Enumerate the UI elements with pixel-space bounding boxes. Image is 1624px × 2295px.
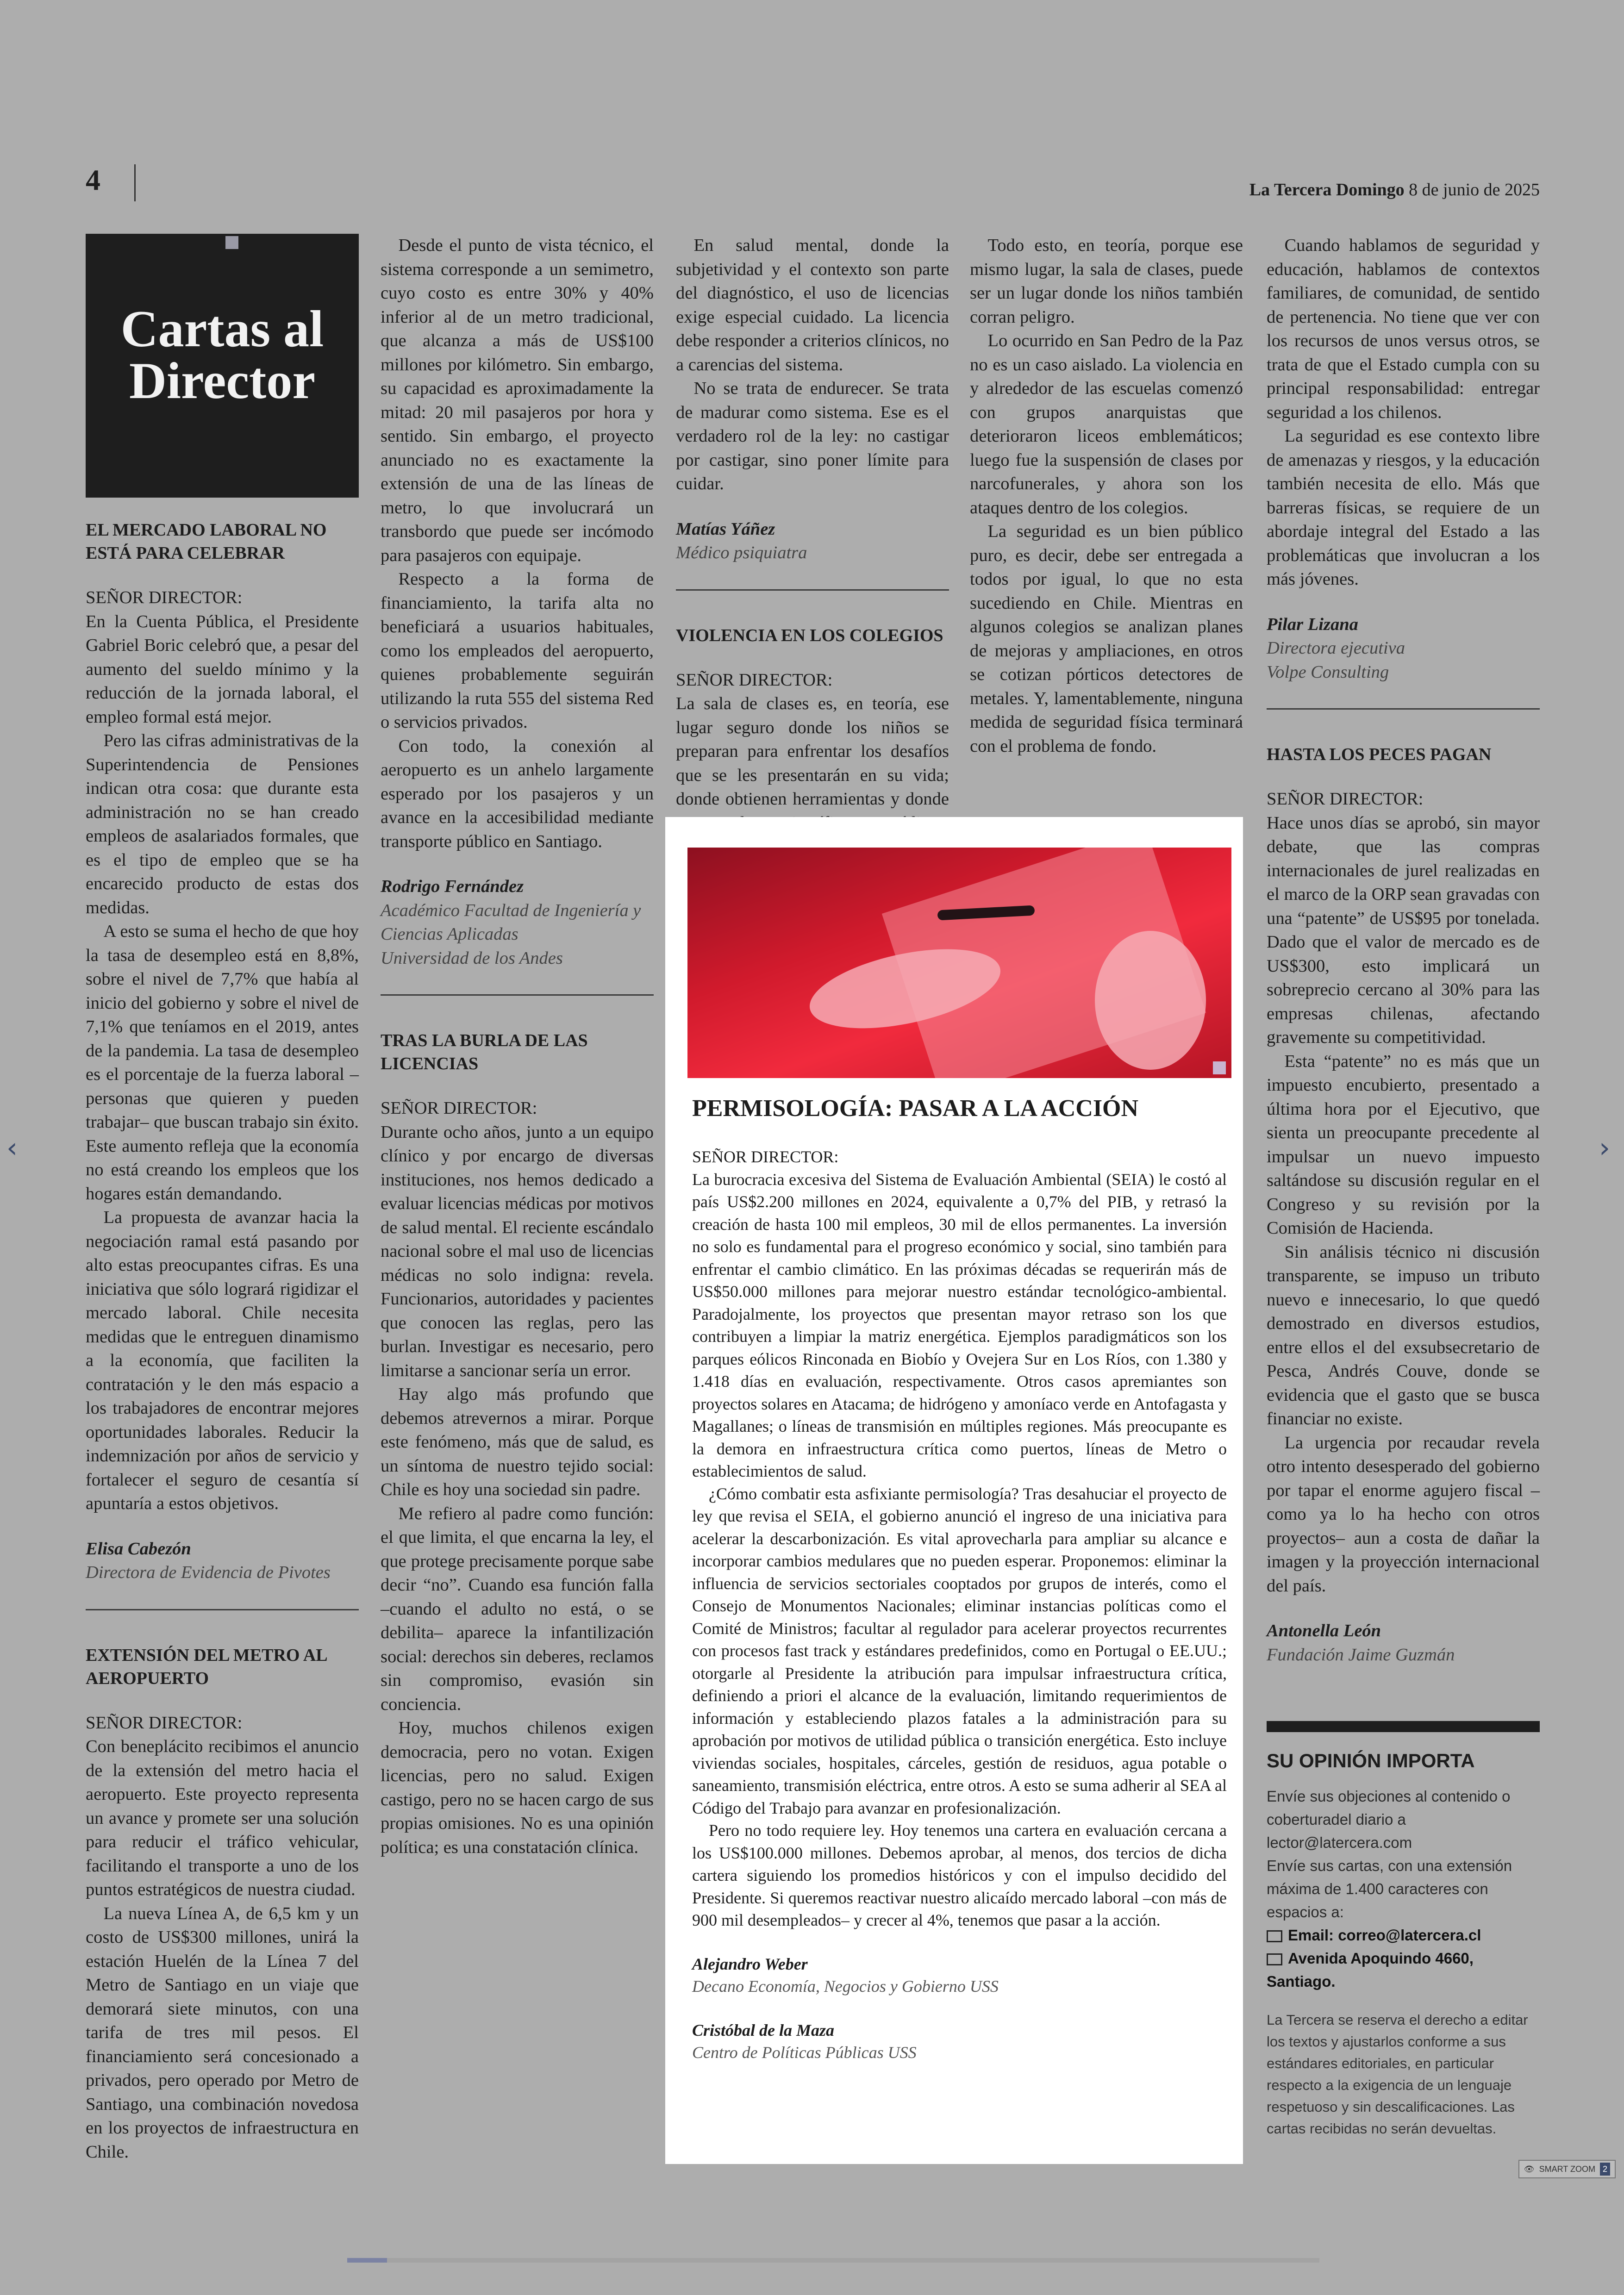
paragraph: Durante ocho años, junto a un equipo clínico y por encargo de diversas instituciones, nos hemos dedicado a evaluar licencias médicas por motivos de salud mental. El reciente escándalo nacional sobre el mal uso de licencias médicas no solo indigna: revela. Funcionarios, autoridades y pacientes que conocen las reglas, pero las burlan. Investigar es necesario, pero limitarse a sancionar sería un error. — [381, 1122, 654, 1380]
featured-title: PERMISOLOGÍA: PASAR A LA ACCIÓN — [692, 1095, 1139, 1122]
zoom-label: SMART ZOOM — [1539, 2164, 1595, 2174]
paragraph: ¿Cómo combatir esta asfixiante permisología? Tras desahuciar el proyecto de ley que revisa el SEIA, el gobierno anunció el ingreso de una iniciativa para acelerar la descarbonización. Es vital aprovecharla para ampliar su alcance e incorporar cambios medulares que no pueden esperar. Proponemos: eliminar la influencia de servicios sectoriales cooptados por grupos de interés, como el Consejo de Monumentos Nacionales; eliminar instancias políticas como el Comité de Ministros; facultar al regulador para acelerar proyectos recurrentes con procesos fast track y estándares predefinidos, como en Portugal o EE.UU.; otorgarle al Presidente la atribución para impulsar infraestructura crítica, definiendo a priori el alcance de la evaluación, limitando requerimientos de información y estableciendo plazos fatales a la administración para su aprobación por motivos de utilidad pública o transición energética. Esto incluye viviendas sociales, hospitales, cárceles, gestión de residuos, agua potable o saneamiento, transmisión eléctrica, entre otros. A esto se suma adherir al SEA al Código del Trabajo para avanzar en profesionalización. — [692, 1484, 1227, 1817]
paragraph: Cuando hablamos de seguridad y educación, hablamos de contextos familiares, de comunidad, de sentido de pertenencia. No tiene que ver con los recursos de unos versus otros, se trata de que el Estado cumpla con su principal responsabilidad: entregar seguridad a los chilenos. — [1267, 236, 1540, 422]
divider — [1267, 708, 1540, 710]
chevron-left-icon[interactable]: ‹ — [6, 1132, 18, 1164]
paragraph: La propuesta de avanzar hacia la negociación ramal está pasando por alto estas preocupantes cifras. Es una iniciativa que sólo logrará rigidizar el mercado laboral. Chile necesita medidas que le entreguen dinamismo a la economía, que faciliten la contratación y le den más espacio a los trabajadores de encontrar mejores oportunidades laborales. Reducir la indemnización por años de servicio y fortalecer el seguro de cesantía sí apuntaría a estos objetivos. — [86, 1208, 359, 1513]
divider — [86, 1609, 359, 1610]
paragraph: No se trata de endurecer. Se trata de madurar como sistema. Ese es el verdadero rol de la ley: no castigar por castigar, sino poner límite para cuidar. — [676, 379, 949, 493]
eye-icon: 👁 — [1524, 2164, 1535, 2174]
signature: Alejandro Weber Decano Economía, Negocios y Gobierno USS — [692, 1954, 999, 1996]
opinion-title: SU OPINIÓN IMPORTA — [1267, 1750, 1475, 1771]
issue-date: 8 de junio de 2025 — [1409, 180, 1540, 200]
paragraph: Esta “patente” no es más que un impuesto encubierto, presentado a última hora por el Ejecutivo, que sienta un preocupante precedente al impulsar un nuevo impuesto saltándose su discusión regular en el Congreso y su revisión por la Comisión de Hacienda. — [1267, 1051, 1540, 1238]
masthead — [1249, 180, 1540, 200]
email-line — [1267, 1924, 1540, 1947]
paragraph: Me refiero al padre como función: el que limita, el que encarna la ley, el que protege precisamente porque sabe decir “no”. Cuando esa función falla –cuando el adulto no está, o se debilita– aparece la infantilización social: derechos sin deberes, reclamos sin compromiso, evasión sin conciencia. — [381, 1503, 654, 1714]
paper-name: La Tercera Domingo — [1249, 180, 1405, 200]
column-4 — [970, 234, 1243, 758]
address-line — [1267, 1947, 1540, 1993]
column-3 — [676, 234, 949, 883]
opinion-bar — [1267, 1721, 1540, 1732]
address: Avenida Apoquindo 4660, Santiago. — [1267, 1950, 1474, 1990]
paragraph: La urgencia por recaudar revela otro intento desesperado del gobierno por tapar el enorme agujero fiscal –como ya lo ha hecho con otros proyectos– aun a costa de dañar la imagen y la proyección internacional del país. — [1267, 1433, 1540, 1596]
opinion-text: Envíe sus objeciones al contenido o coberturadel diario a lector@latercera.com — [1267, 1788, 1511, 1851]
salutation: SEÑOR DIRECTOR: — [676, 670, 833, 690]
zoom-value: 2 — [1600, 2163, 1610, 2176]
opinion-footer: La Tercera se reserva el derecho a editar los textos y ajustarlos conforme a sus estándares editoriales, en particular respecto a la exigencia de un lenguaje respetuoso y sin descalificaciones. Las cartas recibidas no serán devueltas. — [1267, 2012, 1528, 2137]
column-2 — [381, 234, 654, 1859]
marker-icon — [1213, 1061, 1226, 1074]
opinion-box — [1267, 1721, 1540, 2139]
opinion-text: Envíe sus cartas, con una extensión máxima de 1.400 caracteres con espacios a: — [1267, 1857, 1512, 1921]
paragraph: Con todo, la conexión al aeropuerto es un anhelo largamente esperado por los pasajeros y un avance en la accesibilidad mediante transporte público en Santiago. — [381, 736, 654, 851]
paragraph: Hay algo más profundo que debemos atrevernos a mirar. Porque este fenómeno, más que de salud, es un síntoma de nuestro tejido social: Chile es hoy una sociedad sin padre. — [381, 1384, 654, 1499]
paragraph: Hoy, muchos chilenos exigen democracia, pero no votan. Exigen licencias, pero no salud. Exigen castigo, pero no se hacen cargo de sus propias omisiones. No es una opinión política; es una constatación clínica. — [381, 1718, 654, 1857]
featured-letter — [665, 817, 1243, 2164]
paragraph: Hace unos días se aprobó, sin mayor debate, que las compras internacionales de jurel realizadas en el marco de la ORP sean gravadas con una “patente” de US$95 por tonelada. Dado que el valor de mercado es de US$300, esto implicará un sobreprecio cercano al 30% para las empresas chilenas, afectando gravemente su competitividad. — [1267, 813, 1540, 1047]
paragraph: Sin análisis técnico ni discusión transparente, se impuso un tributo nuevo e innecesario, lo que quedó demostrado en diversos estudios, entre ellos el del exsubsecretario de Pesca, Andrés Couve, donde se evidencia que el gasto que se busca financiar no existe. — [1267, 1242, 1540, 1428]
paragraph: A esto se suma el hecho de que hoy la tasa de desempleo está en 8,8%, sobre el nivel de 7,7% que había al inicio del gobierno y sobre el nivel de 7,1% que teníamos en el 2019, antes de la pandemia. La tasa de desempleo es el porcentaje de la fuerza laboral –personas que quieren y pueden trabajar– que buscan trabajo sin éxito. Este aumento refleja que la economía no está creando los empleos que los hogares están demandando. — [86, 922, 359, 1204]
signature: Pilar Lizana Directora ejecutiva Volpe Consulting — [1267, 614, 1405, 682]
letter-title: EL MERCADO LABORAL NO ESTÁ PARA CELEBRAR — [86, 520, 327, 563]
paragraph: La sala de clases es, en teoría, ese lugar seguro donde los niños se preparan para enfrentar los desafíos que se les presentarán en su vida; donde obtienen herramientas y donde — [676, 694, 949, 809]
column-1 — [86, 234, 359, 2164]
paragraph: Lo ocurrido en San Pedro de la Paz no es un caso aislado. La violencia en y alrededor de las escuelas comenzó con grupos anarquistas que deterioraron liceos emblemáticos; luego fue la suspensión de clases por narcofunerales, y ahora son los ataques dentro de los colegios. — [970, 331, 1243, 518]
salutation: SEÑOR DIRECTOR: — [381, 1098, 537, 1118]
signature: Rodrigo Fernández Académico Facultad de Ingeniería y Ciencias Aplicadas Universidad de los Andes — [381, 877, 641, 968]
scrollbar-thumb[interactable] — [347, 2258, 387, 2263]
paragraph: Pero las cifras administrativas de la Superintendencia de Pensiones indican otra cosa: que durante esta administración no se han creado empleos de asalariados formales, que es el tipo de empleo que se ha encarecido producto de estas dos medidas. — [86, 731, 359, 917]
paragraph: Con beneplácito recibimos el anuncio de la extensión del metro hacia el aeropuerto. Este proyecto representa un avance y promete ser una solución para reducir el tráfico vehicular, facilitando el transporte a uno de los puntos estratégicos de nuestra ciudad. — [86, 1737, 359, 1899]
page-scrollbar[interactable] — [347, 2258, 1319, 2263]
marker-icon — [225, 236, 238, 249]
paragraph: La seguridad es un bien público puro, es decir, debe ser entregada a todos por igual, lo que no esta sucediendo en Chile. Mientras en algunos colegios se analizan planes de mejoras y ampliaciones, en otros se cotizan pórticos detectores de metales. Y, lamentablemente, ninguna medida de seguridad física terminará con el problema de fondo. — [970, 522, 1243, 756]
column-5 — [1267, 234, 1540, 1667]
mailbox-icon — [1267, 1953, 1282, 1965]
page-number: 4 — [86, 163, 100, 196]
paragraph: Pero no todo requiere ley. Hoy tenemos una cartera en evaluación cercana a los US$100.000 millones. Debemos aprobar, al menos, dos tercios de dicha cartera siguiendo los promedios históricos y con el impulso decidido del Presidente. Si queremos reactivar nuestro alicaído mercado laboral –con más de 900 mil desempleados– y crecer al 4%, tenemos que pasar a la acción. — [692, 1821, 1227, 1929]
paragraph: Desde el punto de vista técnico, el sistema corresponde a un semimetro, cuyo costo es entre 30% y 40% inferior al de un metro tradicional, que alcanza a más de US$100 millones por kilómetro. Sin embargo, su capacidad es aproximadamente la mitad: 20 mil pasajeros por hora y sentido. Sin embargo, el proyecto anunciado no es exactamente la extensión de una de las líneas de metro, lo que involucrará un transbordo que puede ser incómodo para pasajeros con equipaje. — [381, 236, 654, 565]
paragraph: Todo esto, en teoría, porque ese mismo lugar, la sala de clases, puede ser un lugar donde los niños también corran peligro. — [970, 236, 1243, 327]
letter-title: VIOLENCIA EN LOS COLEGIOS — [676, 625, 943, 645]
salutation: SEÑOR DIRECTOR: — [86, 588, 243, 607]
hand-shape — [1095, 931, 1206, 1070]
salutation: SEÑOR DIRECTOR: — [692, 1148, 839, 1166]
paragraph: La nueva Línea A, de 6,5 km y un costo de US$300 millones, unirá la estación Huelén de la Línea 7 del Metro de Santiago en un viaje que demorará siete minutos, con una tarifa de tres mil pesos. El financiamiento será concesionado a privados, pero operado por Metro de Santiago, una combinación novedosa en los proyectos de infraestructura en Chile. — [86, 1903, 359, 2162]
section-title-box — [86, 234, 359, 498]
paragraph: La seguridad es ese contexto libre de amenazas y riesgos, y la educación también necesita de ello. Más que barreras físicas, se requiere de un abordaje integral del Estado a las problemáticas que involucran a los más jóvenes. — [1267, 426, 1540, 589]
letter-title: HASTA LOS PECES PAGAN — [1267, 745, 1492, 764]
smart-zoom-button[interactable] — [1518, 2160, 1616, 2178]
divider — [676, 589, 949, 591]
paragraph: Respecto a la forma de financiamiento, la tarifa alta no beneficiará a usuarios habituales, como los empleados del aeropuerto, quienes probablemente seguirán utilizando la ruta 555 del sistema Red o servicios privados. — [381, 569, 654, 732]
email-link[interactable]: Email: correo@latercera.cl — [1288, 1927, 1481, 1944]
section-title: Cartas al Director — [120, 300, 324, 410]
letter-title: TRAS LA BURLA DE LAS LICENCIAS — [381, 1031, 588, 1073]
featured-body — [692, 1146, 1227, 2064]
salutation: SEÑOR DIRECTOR: — [86, 1713, 243, 1733]
salutation: SEÑOR DIRECTOR: — [1267, 789, 1424, 809]
header-divider — [134, 164, 136, 201]
chevron-right-icon[interactable]: › — [1599, 1132, 1610, 1164]
signature: Cristóbal de la Maza Centro de Políticas Públicas USS — [692, 2021, 917, 2062]
divider — [381, 994, 654, 996]
signature: Elisa Cabezón Directora de Evidencia de Pivotes — [86, 1539, 331, 1582]
signature: Antonella León Fundación Jaime Guzmán — [1267, 1621, 1455, 1665]
paragraph: En la Cuenta Pública, el Presidente Gabriel Boric celebró que, a pesar del aumento del sueldo mínimo y la reducción de la jornada laboral, el empleo formal está mejor. — [86, 611, 359, 727]
featured-photo — [687, 848, 1231, 1078]
letter-title: EXTENSIÓN DEL METRO AL AEROPUERTO — [86, 1645, 327, 1688]
paragraph: En salud mental, donde la subjetividad y el contexto son parte del diagnóstico, el uso de licencias exige especial cuidado. La licencia debe responder a criterios clínicos, no a carencias del sistema. — [676, 236, 949, 374]
paragraph: La burocracia excesiva del Sistema de Evaluación Ambiental (SEIA) le costó al país US$2.200 millones en 2024, equivalente a 0,7% del PIB, y retrasó la creación de hasta 100 mil empleos, 30 mil de ellos permanentes. La inversión no solo es fundamental para el progreso económico y social, sino también para enfrentar el cambio climático. En las próximas décadas se requerirán más de US$50.000 millones para mejorar nuestro estándar tecnológico-ambiental. Paradojalmente, los proyectos que presentan mayor retraso son los que contribuyen a limpiar la matriz energética. Ejemplos paradigmáticos son los parques eólicos Rinconada en Biobío y Ovejera Sur en Los Ríos, con 1.380 y 1.418 días en evaluación, respectivamente. Otros casos apremiantes son proyectos solares en Atacama; de hidrógeno y amoníaco verde en Antofagasta y Magallanes; o líneas de transmisión en múltiples regiones. Más preocupante es la demora en infraestructura crítica como puertos, líneas de Metro o establecimientos de salud. — [692, 1170, 1227, 1480]
signature: Matías Yáñez Médico psiquiatra — [676, 519, 807, 562]
envelope-icon — [1267, 1930, 1282, 1942]
